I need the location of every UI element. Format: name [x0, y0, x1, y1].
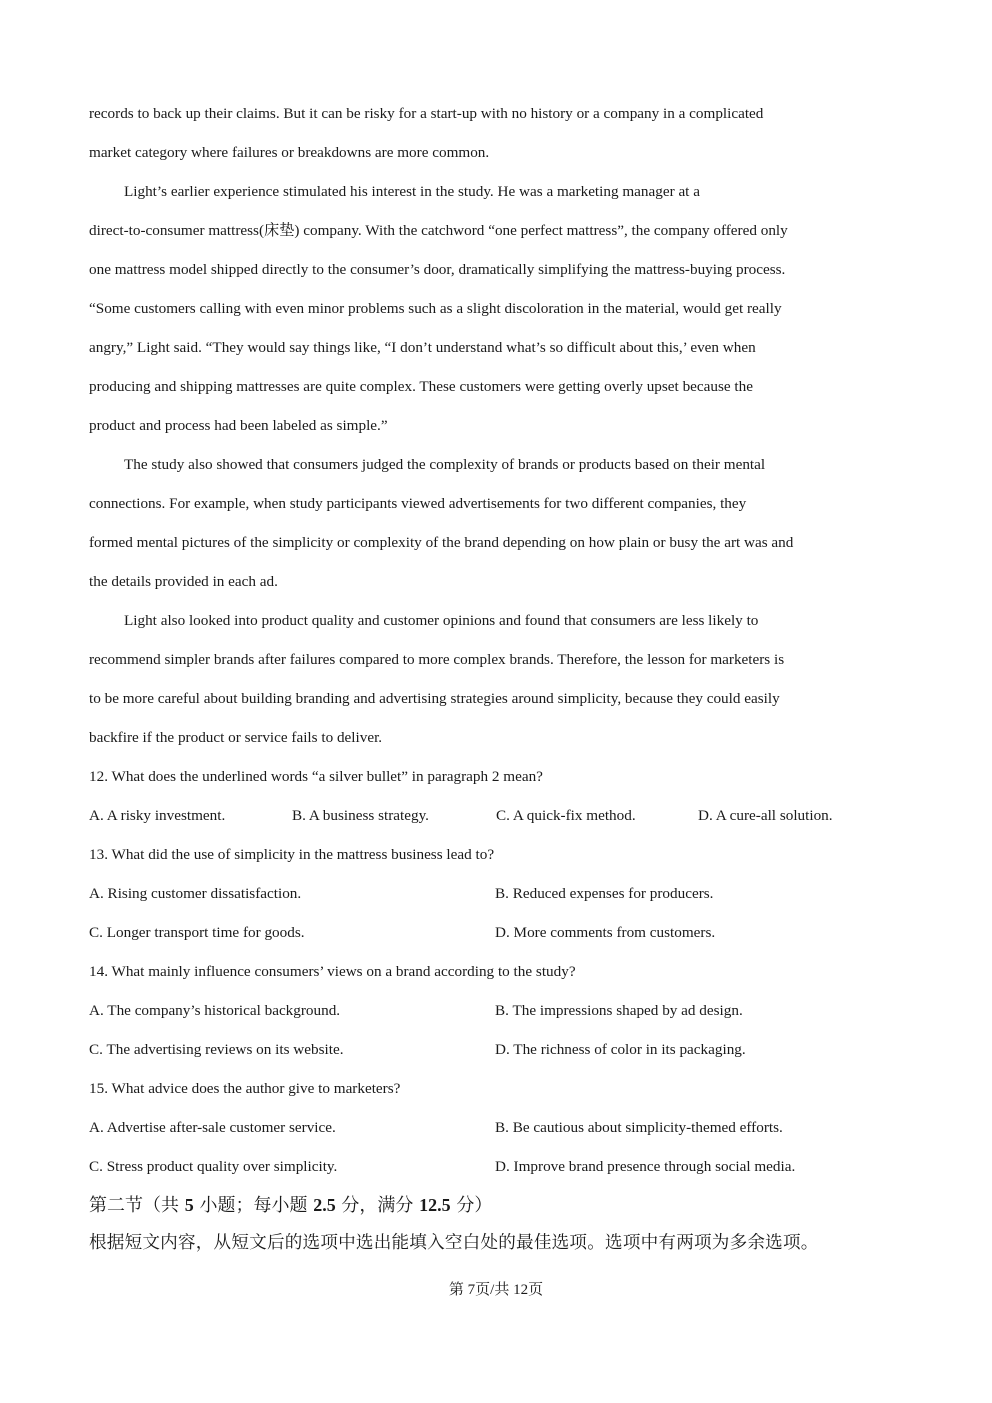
- option-d[interactable]: D. Improve brand presence through social media.: [495, 1158, 796, 1175]
- passage-line: the details provided in each ad.: [89, 573, 278, 590]
- passage-line: product and process had been labeled as simple.”: [89, 417, 388, 434]
- passage-line: producing and shipping mattresses are quite complex. These customers were getting overly upset because the: [89, 378, 753, 395]
- question-options: [89, 796, 904, 835]
- option-b[interactable]: B. Reduced expenses for producers.: [495, 885, 714, 902]
- passage-line: The study also showed that consumers judged the complexity of brands or products based on their mental: [124, 456, 766, 473]
- section-heading-text: 小题；每小题: [193, 1195, 314, 1216]
- question-12: [89, 757, 904, 835]
- option-a[interactable]: A. The company’s historical background.: [89, 1002, 341, 1019]
- question-options-row: [89, 874, 904, 913]
- passage-paragraph-0: [89, 94, 904, 172]
- passage-line: connections. For example, when study participants viewed advertisements for two different companies, they: [89, 495, 747, 512]
- option-c[interactable]: C. A quick-fix method.: [496, 807, 636, 824]
- option-c[interactable]: C. Stress product quality over simplicity.: [89, 1158, 338, 1175]
- question-stem: 13. What did the use of simplicity in the mattress business lead to?: [89, 846, 495, 863]
- passage-line: angry,” Light said. “They would say things like, “I don’t understand what’s so difficult about this,’ even when: [89, 339, 756, 356]
- question-stem: 15. What advice does the author give to marketers?: [89, 1080, 401, 1097]
- question-stem: 14. What mainly influence consumers’ views on a brand according to the study?: [89, 963, 576, 980]
- passage-line: one mattress model shipped directly to the consumer’s door, dramatically simplifying the mattress-buying process.: [89, 261, 786, 278]
- passage-line: recommend simpler brands after failures compared to more complex brands. Therefore, the lesson for marketers is: [89, 651, 785, 668]
- passage-line: to be more careful about building branding and advertising strategies around simplicity, because they could easily: [89, 690, 780, 707]
- option-d[interactable]: D. A cure-all solution.: [698, 807, 833, 824]
- question-options-row: [89, 1147, 904, 1186]
- section-heading: [89, 1186, 904, 1224]
- section-heading-text: 第二节（共: [89, 1195, 185, 1216]
- section-heading-text: 分，满分: [335, 1195, 420, 1216]
- option-b[interactable]: B. The impressions shaped by ad design.: [495, 1002, 743, 1019]
- section-question-count: 5: [184, 1195, 194, 1215]
- passage-line: backfire if the product or service fails to deliver.: [89, 729, 383, 746]
- option-c[interactable]: C. The advertising reviews on its website.: [89, 1041, 344, 1058]
- option-b[interactable]: B. A business strategy.: [292, 807, 429, 824]
- passage-line: formed mental pictures of the simplicity or complexity of the brand depending on how plain or busy the art was and: [89, 534, 794, 551]
- section-points-each: 2.5: [313, 1195, 336, 1215]
- page-number-footer: 第 7页/共 12页: [448, 1282, 544, 1298]
- section-heading-text: 分）: [450, 1195, 493, 1216]
- question-13: [89, 835, 904, 952]
- section-points-total: 12.5: [419, 1195, 451, 1215]
- question-stem: 12. What does the underlined words “a silver bullet” in paragraph 2 mean?: [89, 768, 543, 785]
- option-a[interactable]: A. Advertise after-sale customer service.: [89, 1119, 336, 1136]
- question-options-row: [89, 913, 904, 952]
- question-15: [89, 1069, 904, 1186]
- passage-paragraph-2: [89, 445, 904, 601]
- section-instruction: 根据短文内容，从短文后的选项中选出能填入空白处的最佳选项。选项中有两项为多余选项。: [89, 1233, 819, 1253]
- option-a[interactable]: A. Rising customer dissatisfaction.: [89, 885, 302, 902]
- passage-line: Light’s earlier experience stimulated his interest in the study. He was a marketing manager at a: [124, 183, 700, 200]
- option-d[interactable]: D. More comments from customers.: [495, 924, 716, 941]
- question-options-row: [89, 1108, 904, 1147]
- passage-line: “Some customers calling with even minor problems such as a slight discoloration in the material, would get really: [89, 300, 782, 317]
- option-c[interactable]: C. Longer transport time for goods.: [89, 924, 305, 941]
- question-options-row: [89, 1030, 904, 1069]
- option-b[interactable]: B. Be cautious about simplicity-themed efforts.: [495, 1119, 783, 1136]
- passage-paragraph-3: [89, 601, 904, 757]
- option-a[interactable]: A. A risky investment.: [89, 807, 226, 824]
- exam-page-content: [89, 94, 904, 1262]
- passage-line: market category where failures or breakdowns are more common.: [89, 144, 490, 161]
- question-14: [89, 952, 904, 1069]
- question-options-row: [89, 991, 904, 1030]
- option-d[interactable]: D. The richness of color in its packaging.: [495, 1041, 746, 1058]
- passage-line: records to back up their claims. But it can be risky for a start-up with no history or a company in a complicated: [89, 105, 764, 122]
- passage-line: direct-to-consumer mattress(床垫) company. With the catchword “one perfect mattress”, the company offered only: [89, 222, 788, 239]
- passage-line: Light also looked into product quality and customer opinions and found that consumers are less likely to: [124, 612, 759, 629]
- passage-paragraph-1: [89, 172, 904, 445]
